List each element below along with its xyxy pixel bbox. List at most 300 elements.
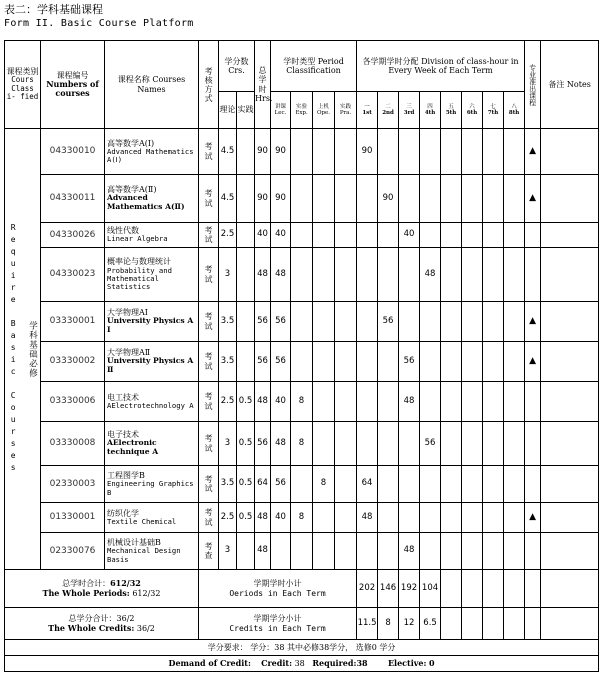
term-3-hours xyxy=(399,129,420,175)
course-code: 04330010 xyxy=(41,129,105,175)
term-2-hours xyxy=(378,223,399,248)
period-ope xyxy=(313,129,335,175)
term-2-hours: 90 xyxy=(378,175,399,223)
exam-type: 考试 xyxy=(199,382,219,422)
notes-cell xyxy=(541,248,599,302)
course-name-en: Advanced Mathematics A(Ⅰ) xyxy=(107,146,194,165)
term-8-hours xyxy=(504,223,525,248)
period-ope xyxy=(313,503,335,533)
header-term-division: 各学期学时分配 Division of class-hour in Every Week of Each Term xyxy=(357,41,525,92)
course-name-cn: 工程图学B xyxy=(107,471,145,481)
term-8-hours xyxy=(504,382,525,422)
term-7-hours xyxy=(483,533,504,570)
course-name-cn: 大学物理AⅠ xyxy=(107,308,148,318)
credit-practice xyxy=(237,223,255,248)
course-name-cn: 电工技术 xyxy=(107,392,139,402)
period-ope xyxy=(313,302,335,342)
table-row xyxy=(5,466,599,503)
header-term-6: 六 6th xyxy=(462,92,483,129)
header-term-4: 四 4th xyxy=(420,92,441,129)
header-term-3: 三 3rd xyxy=(399,92,420,129)
course-name-en: AElectrotechnology A xyxy=(107,400,194,410)
term-3-hours: 56 xyxy=(399,342,420,382)
header-term-5: 五 5th xyxy=(441,92,462,129)
term-4-hours xyxy=(420,302,441,342)
period-exp xyxy=(291,129,313,175)
term-4-hours: 56 xyxy=(420,422,441,466)
term-1-hours: 48 xyxy=(357,503,378,533)
header-period-pra: 实践 Pra. xyxy=(335,92,357,129)
credit-theory: 2.5 xyxy=(219,223,237,248)
term-3-hours xyxy=(399,302,420,342)
course-name xyxy=(105,503,199,533)
period-pra xyxy=(335,223,357,248)
term-period-subtotal xyxy=(483,570,504,608)
term-6-hours xyxy=(462,466,483,503)
period-lec: 90 xyxy=(271,175,291,223)
term-credit-subtotal xyxy=(483,608,504,640)
period-lec: 40 xyxy=(271,223,291,248)
term-2-hours xyxy=(378,466,399,503)
term-5-hours xyxy=(441,382,462,422)
course-name xyxy=(105,466,199,503)
term-2-hours xyxy=(378,503,399,533)
course-name-en: University Physics A Ⅱ xyxy=(107,356,194,375)
credit-theory: 3.5 xyxy=(219,342,237,382)
term-5-hours xyxy=(441,342,462,382)
exam-type: 考查 xyxy=(199,533,219,570)
period-ope xyxy=(313,175,335,223)
exam-type: 考试 xyxy=(199,248,219,302)
credit-theory: 2.5 xyxy=(219,503,237,533)
credit-practice: 0.5 xyxy=(237,503,255,533)
category-cn: 学科基础必修 xyxy=(27,320,38,378)
table-row xyxy=(5,382,599,422)
term-5-hours xyxy=(441,422,462,466)
course-code: 03330008 xyxy=(41,422,105,466)
summary-credits-row xyxy=(5,608,599,640)
header-notes: 备注 Notes xyxy=(541,41,599,129)
total-hours: 90 xyxy=(255,175,271,223)
period-lec: 56 xyxy=(271,342,291,382)
term-2-hours: 56 xyxy=(378,302,399,342)
term-5-hours xyxy=(441,248,462,302)
credit-practice xyxy=(237,302,255,342)
demand-of-credit-cn: 学分要求： 学分：38 其中必修38学分， 选修0 学分 xyxy=(5,640,599,656)
period-pra xyxy=(335,422,357,466)
term-3-hours xyxy=(399,422,420,466)
notes-cell xyxy=(541,466,599,503)
course-name xyxy=(105,248,199,302)
period-exp xyxy=(291,466,313,503)
term-8-hours xyxy=(504,129,525,175)
total-hours: 56 xyxy=(255,342,271,382)
admission-mark: ▲ xyxy=(525,175,541,223)
total-hours: 56 xyxy=(255,422,271,466)
summary-periods-row xyxy=(5,570,599,608)
term-7-hours xyxy=(483,223,504,248)
term-6-hours xyxy=(462,533,483,570)
category-en: Require Basic Courses xyxy=(8,223,18,475)
term-6-hours xyxy=(462,422,483,466)
admission-mark: ▲ xyxy=(525,342,541,382)
total-hours: 64 xyxy=(255,466,271,503)
notes-cell xyxy=(541,342,599,382)
table-row xyxy=(5,302,599,342)
course-name-cn: 电子技术 xyxy=(107,430,139,440)
term-6-hours xyxy=(462,503,483,533)
header-term-7: 七 7th xyxy=(483,92,504,129)
course-code: 02330003 xyxy=(41,466,105,503)
period-lec: 56 xyxy=(271,302,291,342)
category-cell xyxy=(5,129,41,570)
demand-row-en xyxy=(5,656,599,672)
course-name-cn: 线性代数 xyxy=(107,226,139,236)
credit-theory: 3 xyxy=(219,248,237,302)
term-2-hours xyxy=(378,248,399,302)
period-lec: 90 xyxy=(271,129,291,175)
term-8-hours xyxy=(504,533,525,570)
total-hours: 48 xyxy=(255,503,271,533)
term-3-hours: 48 xyxy=(399,533,420,570)
exam-type: 考试 xyxy=(199,342,219,382)
course-name-en: Engineering Graphics B xyxy=(107,479,194,497)
period-pra xyxy=(335,533,357,570)
term-3-hours xyxy=(399,503,420,533)
course-name xyxy=(105,175,199,223)
credit-practice xyxy=(237,129,255,175)
credit-practice xyxy=(237,175,255,223)
table-row xyxy=(5,533,599,570)
course-name-en: AElectronic technique A xyxy=(107,438,159,457)
credit-theory: 3.5 xyxy=(219,466,237,503)
term-6-hours xyxy=(462,223,483,248)
term-4-hours xyxy=(420,175,441,223)
term-6-hours xyxy=(462,248,483,302)
term-1-hours xyxy=(357,175,378,223)
term-6-hours xyxy=(462,302,483,342)
term-3-hours: 40 xyxy=(399,223,420,248)
term-8-hours xyxy=(504,466,525,503)
term-credit-subtotal: 11.5 xyxy=(357,608,378,640)
term-7-hours xyxy=(483,248,504,302)
total-hours: 48 xyxy=(255,382,271,422)
term-7-hours xyxy=(483,422,504,466)
term-4-hours xyxy=(420,466,441,503)
term-6-hours xyxy=(462,129,483,175)
term-7-hours xyxy=(483,175,504,223)
notes-cell xyxy=(541,382,599,422)
admission-mark: ▲ xyxy=(525,302,541,342)
term-8-hours xyxy=(504,342,525,382)
course-name-cn: 高等数学A(Ⅰ) xyxy=(107,138,155,148)
term-3-hours xyxy=(399,248,420,302)
term-1-hours xyxy=(357,533,378,570)
term-credit-subtotal: 12 xyxy=(399,608,420,640)
course-name xyxy=(105,223,199,248)
period-exp xyxy=(291,302,313,342)
period-pra xyxy=(335,248,357,302)
course-name-en: Textile Chemical xyxy=(107,516,177,526)
credit-theory: 4.5 xyxy=(219,129,237,175)
term-1-hours xyxy=(357,302,378,342)
course-name xyxy=(105,129,199,175)
period-exp xyxy=(291,533,313,570)
total-periods: 总学时合计：612/32 The Whole Periods: 612/32 xyxy=(5,570,199,608)
course-name-cn: 高等数学A(Ⅱ) xyxy=(107,185,157,195)
term-6-hours xyxy=(462,382,483,422)
admission-mark xyxy=(525,382,541,422)
term-1-hours: 64 xyxy=(357,466,378,503)
total-hours: 40 xyxy=(255,223,271,248)
term-5-hours xyxy=(441,302,462,342)
term-1-hours xyxy=(357,223,378,248)
period-pra xyxy=(335,466,357,503)
term-5-hours xyxy=(441,175,462,223)
admission-mark xyxy=(525,533,541,570)
notes-cell xyxy=(541,175,599,223)
header-total-hours: 总学时 Hrs. xyxy=(255,41,271,129)
period-pra xyxy=(335,503,357,533)
period-pra xyxy=(335,382,357,422)
notes-cell xyxy=(541,422,599,466)
term-4-hours xyxy=(420,342,441,382)
term-7-hours xyxy=(483,382,504,422)
credit-practice: 0.5 xyxy=(237,466,255,503)
course-code: 04330011 xyxy=(41,175,105,223)
term-3-hours: 48 xyxy=(399,382,420,422)
term-2-hours xyxy=(378,129,399,175)
term-period-subtotal xyxy=(462,570,483,608)
term-8-hours xyxy=(504,302,525,342)
credit-practice: 0.5 xyxy=(237,422,255,466)
period-lec: 40 xyxy=(271,382,291,422)
course-name-en: Advanced Mathematics A(Ⅱ) xyxy=(107,193,185,212)
term-4-hours: 48 xyxy=(420,248,441,302)
course-code: 03330001 xyxy=(41,302,105,342)
term-1-hours xyxy=(357,382,378,422)
period-pra xyxy=(335,129,357,175)
period-pra xyxy=(335,302,357,342)
exam-type: 考试 xyxy=(199,466,219,503)
term-6-hours xyxy=(462,175,483,223)
admission-mark xyxy=(525,248,541,302)
exam-type: 考试 xyxy=(199,223,219,248)
table-row xyxy=(5,503,599,533)
period-exp: 8 xyxy=(291,503,313,533)
term-1-hours xyxy=(357,342,378,382)
exam-type: 考试 xyxy=(199,129,219,175)
term-7-hours xyxy=(483,466,504,503)
notes-cell xyxy=(541,302,599,342)
period-pra xyxy=(335,342,357,382)
period-lec: 56 xyxy=(271,466,291,503)
header-period-classification: 学时类型 Period Classification xyxy=(271,41,357,92)
table-caption-cn: 表二：学科基础课程 xyxy=(4,3,103,16)
header-admission-course: 专业准出课程 xyxy=(525,41,541,129)
course-name xyxy=(105,422,199,466)
total-hours: 90 xyxy=(255,129,271,175)
exam-type: 考试 xyxy=(199,302,219,342)
course-name xyxy=(105,342,199,382)
term-8-hours xyxy=(504,503,525,533)
header-term-1: 一 1st xyxy=(357,92,378,129)
term-7-hours xyxy=(483,342,504,382)
notes-cell xyxy=(541,533,599,570)
credits-subtotal-label: 学期学分小计 Credits in Each Term xyxy=(199,608,357,640)
term-4-hours xyxy=(420,503,441,533)
period-exp xyxy=(291,223,313,248)
notes-cell xyxy=(541,223,599,248)
term-5-hours xyxy=(441,503,462,533)
credit-theory: 3 xyxy=(219,422,237,466)
total-hours: 56 xyxy=(255,302,271,342)
course-name-en: Probability and Mathematical Statistics xyxy=(107,265,172,292)
credit-practice xyxy=(237,342,255,382)
demand-row-cn xyxy=(5,640,599,656)
admission-mark: ▲ xyxy=(525,129,541,175)
period-lec: 40 xyxy=(271,503,291,533)
credit-theory: 3.5 xyxy=(219,302,237,342)
course-code: 03330006 xyxy=(41,382,105,422)
term-7-hours xyxy=(483,503,504,533)
course-code: 04330023 xyxy=(41,248,105,302)
course-code: 04330026 xyxy=(41,223,105,248)
period-exp xyxy=(291,248,313,302)
total-hours: 48 xyxy=(255,248,271,302)
period-ope xyxy=(313,533,335,570)
term-1-hours xyxy=(357,422,378,466)
term-2-hours xyxy=(378,342,399,382)
course-name-cn: 机械设计基础B xyxy=(107,538,161,548)
period-ope xyxy=(313,223,335,248)
term-7-hours xyxy=(483,302,504,342)
term-6-hours xyxy=(462,342,483,382)
period-ope xyxy=(313,248,335,302)
course-name-cn: 大学物理AⅡ xyxy=(107,348,151,358)
header-term-8: 八 8th xyxy=(504,92,525,129)
period-ope xyxy=(313,342,335,382)
total-credits: 总学分合计：36/2 The Whole Credits: 36/2 xyxy=(5,608,199,640)
table-row xyxy=(5,342,599,382)
term-5-hours xyxy=(441,533,462,570)
table-row xyxy=(5,422,599,466)
course-name-en: University Physics A Ⅰ xyxy=(107,316,194,335)
course-code: 01330001 xyxy=(41,503,105,533)
period-lec: 48 xyxy=(271,248,291,302)
exam-type: 考试 xyxy=(199,503,219,533)
credit-theory: 2.5 xyxy=(219,382,237,422)
course-name xyxy=(105,382,199,422)
term-4-hours xyxy=(420,223,441,248)
term-credit-subtotal: 8 xyxy=(378,608,399,640)
term-3-hours xyxy=(399,175,420,223)
notes-cell xyxy=(541,129,599,175)
course-name-en: Mechanical Design Basis xyxy=(107,546,181,564)
header-exam: 考核方式 xyxy=(199,41,219,129)
header-credit-theory: 理论 xyxy=(219,92,237,129)
course-code: 02330076 xyxy=(41,533,105,570)
term-8-hours xyxy=(504,422,525,466)
exam-type: 考试 xyxy=(199,175,219,223)
table-row xyxy=(5,175,599,223)
term-4-hours xyxy=(420,533,441,570)
credit-theory: 3 xyxy=(219,533,237,570)
term-1-hours: 90 xyxy=(357,129,378,175)
demand-of-credit-en: Demand of Credit: Credit: 38 Required:38 Elective: 0 xyxy=(5,656,599,672)
term-1-hours xyxy=(357,248,378,302)
total-hours: 48 xyxy=(255,533,271,570)
term-period-subtotal xyxy=(441,570,462,608)
exam-type: 考试 xyxy=(199,422,219,466)
period-ope: 8 xyxy=(313,466,335,503)
header-period-lec: 讲课 Lec. xyxy=(271,92,291,129)
table-row xyxy=(5,223,599,248)
course-code: 03330002 xyxy=(41,342,105,382)
period-exp: 8 xyxy=(291,422,313,466)
period-exp xyxy=(291,175,313,223)
term-credit-subtotal: 6.5 xyxy=(420,608,441,640)
table-caption-en: Form II. Basic Course Platform xyxy=(4,18,194,29)
term-credit-subtotal xyxy=(441,608,462,640)
credit-practice xyxy=(237,248,255,302)
term-3-hours xyxy=(399,466,420,503)
term-2-hours xyxy=(378,422,399,466)
course-name xyxy=(105,533,199,570)
header-credit: 学分数 Crs. xyxy=(219,41,255,92)
term-4-hours xyxy=(420,129,441,175)
header-period-exp: 实验 Exp. xyxy=(291,92,313,129)
term-credit-subtotal xyxy=(462,608,483,640)
term-period-subtotal: 146 xyxy=(378,570,399,608)
header-period-ope: 上机 Ope. xyxy=(313,92,335,129)
term-period-subtotal xyxy=(504,570,525,608)
period-pra xyxy=(335,175,357,223)
period-exp: 8 xyxy=(291,382,313,422)
credit-practice: 0.5 xyxy=(237,382,255,422)
period-ope xyxy=(313,422,335,466)
period-exp xyxy=(291,342,313,382)
admission-mark xyxy=(525,223,541,248)
table-row xyxy=(5,248,599,302)
header-course-number: 课程编号 Numbers of courses xyxy=(41,41,105,129)
header-category: 课程类别 Cours Class i- fied xyxy=(5,41,41,129)
course-name-cn: 纺织化学 xyxy=(107,508,139,518)
term-2-hours xyxy=(378,533,399,570)
period-lec xyxy=(271,533,291,570)
credit-theory: 4.5 xyxy=(219,175,237,223)
period-ope xyxy=(313,382,335,422)
term-period-subtotal: 192 xyxy=(399,570,420,608)
header-course-name: 课程名称 Courses Names xyxy=(105,41,199,129)
term-2-hours xyxy=(378,382,399,422)
term-4-hours xyxy=(420,382,441,422)
term-period-subtotal: 104 xyxy=(420,570,441,608)
term-5-hours xyxy=(441,223,462,248)
term-7-hours xyxy=(483,129,504,175)
course-name-en: Linear Algebra xyxy=(107,234,168,244)
term-credit-subtotal xyxy=(504,608,525,640)
term-5-hours xyxy=(441,466,462,503)
course-name-cn: 概率论与数理统计 xyxy=(107,257,171,267)
header-credit-practice: 实践 xyxy=(237,92,255,129)
term-5-hours xyxy=(441,129,462,175)
admission-mark xyxy=(525,466,541,503)
notes-cell xyxy=(541,503,599,533)
term-8-hours xyxy=(504,248,525,302)
admission-mark: ▲ xyxy=(525,503,541,533)
term-8-hours xyxy=(504,175,525,223)
